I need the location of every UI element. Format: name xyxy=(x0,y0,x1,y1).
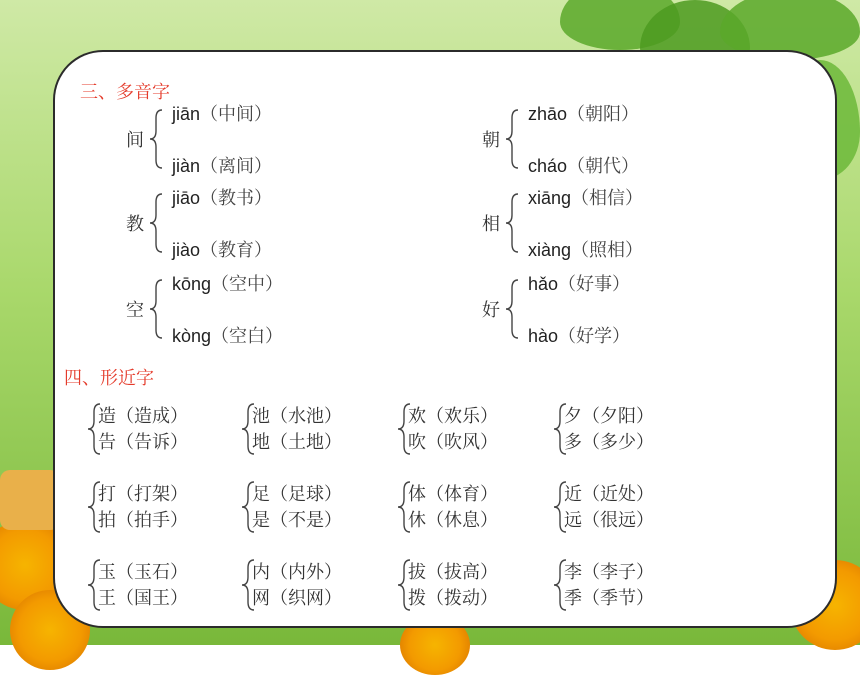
leaf-decoration xyxy=(720,0,860,60)
polyphone-item xyxy=(126,102,386,180)
pinyin: cháo xyxy=(528,156,568,176)
similar-char-line: 内（内外） xyxy=(252,562,342,583)
example-word: （照相） xyxy=(571,240,644,261)
brace-icon xyxy=(504,192,524,254)
brace xyxy=(504,192,524,258)
similar-char-group xyxy=(396,402,546,454)
similar-char-group xyxy=(240,558,390,610)
example-word: （教书） xyxy=(200,188,273,209)
pinyin: jiàn xyxy=(172,156,201,176)
similar-char-line: 远（很远） xyxy=(564,510,654,531)
similar-char-line: 足（足球） xyxy=(252,484,342,505)
similar-char-group xyxy=(396,480,546,532)
similar-char-line: 拍（拍手） xyxy=(98,510,188,531)
pinyin: hào xyxy=(528,326,559,346)
polyphone-item xyxy=(482,102,742,180)
section3-title: 三、多音字 xyxy=(80,82,170,103)
similar-char-line: 打（打架） xyxy=(98,484,188,505)
brace xyxy=(504,108,524,174)
similar-char-line: 告（告诉） xyxy=(98,432,188,453)
brace xyxy=(148,278,168,344)
polyphone-item xyxy=(482,186,742,264)
similar-char-group xyxy=(240,480,390,532)
similar-char-line: 拨（拨动） xyxy=(408,588,498,609)
brace-icon xyxy=(504,278,524,340)
pinyin: jiāo xyxy=(172,188,201,208)
pinyin: kōng xyxy=(172,274,212,294)
similar-char-line: 是（不是） xyxy=(252,510,342,531)
pinyin: hǎo xyxy=(528,274,559,294)
pinyin: jiào xyxy=(172,240,201,260)
similar-char-line: 拔（拔高） xyxy=(408,562,498,583)
reading-row xyxy=(528,184,643,210)
similar-char-group xyxy=(86,558,236,610)
polyphone-char: 好 xyxy=(482,300,500,321)
similar-char-line: 夕（夕阳） xyxy=(564,406,654,427)
example-word: （教育） xyxy=(200,240,273,261)
reading-row xyxy=(528,100,639,126)
similar-char-group xyxy=(240,402,390,454)
section4-title: 四、形近字 xyxy=(64,368,154,389)
brace xyxy=(148,192,168,258)
similar-char-group xyxy=(552,558,702,610)
example-word: （空白） xyxy=(211,326,284,347)
brace-icon xyxy=(148,278,168,340)
polyphone-item xyxy=(126,272,386,350)
reading-row xyxy=(528,270,630,296)
pinyin: xiāng xyxy=(528,188,572,208)
brace xyxy=(504,278,524,344)
reading-row xyxy=(172,322,283,348)
example-word: （朝阳） xyxy=(567,104,640,125)
example-word: （中间） xyxy=(200,104,273,125)
example-word: （好事） xyxy=(558,274,631,295)
similar-char-line: 王（国王） xyxy=(98,588,188,609)
similar-char-group xyxy=(86,402,236,454)
pinyin: kòng xyxy=(172,326,212,346)
example-word: （离间） xyxy=(200,156,273,177)
polyphone-item xyxy=(482,272,742,350)
reading-row xyxy=(172,184,272,210)
brace-icon xyxy=(148,192,168,254)
similar-char-line: 李（李子） xyxy=(564,562,654,583)
reading-row xyxy=(172,270,283,296)
example-word: （朝代） xyxy=(567,156,640,177)
polyphone-char: 间 xyxy=(126,130,144,151)
pinyin: jiān xyxy=(172,104,201,124)
similar-char-group xyxy=(396,558,546,610)
reading-row xyxy=(172,100,272,126)
similar-char-group xyxy=(552,402,702,454)
polyphone-char: 教 xyxy=(126,214,144,235)
example-word: （空中） xyxy=(211,274,284,295)
similar-char-line: 体（体育） xyxy=(408,484,498,505)
reading-row xyxy=(172,152,272,178)
similar-char-line: 吹（吹风） xyxy=(408,432,498,453)
reading-row xyxy=(528,236,643,262)
similar-char-line: 造（造成） xyxy=(98,406,188,427)
polyphone-char: 空 xyxy=(126,300,144,321)
similar-char-line: 多（多少） xyxy=(564,432,654,453)
polyphone-char: 朝 xyxy=(482,130,500,151)
similar-char-line: 池（水池） xyxy=(252,406,342,427)
brace-icon xyxy=(504,108,524,170)
wood-sign-decoration xyxy=(0,470,60,530)
example-word: （相信） xyxy=(571,188,644,209)
pinyin: zhāo xyxy=(528,104,568,124)
similar-char-line: 欢（欢乐） xyxy=(408,406,498,427)
brace-icon xyxy=(148,108,168,170)
reading-row xyxy=(528,152,639,178)
reading-row xyxy=(172,236,272,262)
similar-char-line: 网（织网） xyxy=(252,588,342,609)
similar-char-line: 玉（玉石） xyxy=(98,562,188,583)
brace xyxy=(148,108,168,174)
similar-char-group xyxy=(86,480,236,532)
similar-char-group xyxy=(552,480,702,532)
example-word: （好学） xyxy=(558,326,631,347)
reading-row xyxy=(528,322,630,348)
polyphone-char: 相 xyxy=(482,214,500,235)
similar-char-line: 休（休息） xyxy=(408,510,498,531)
similar-char-line: 近（近处） xyxy=(564,484,654,505)
similar-char-line: 地（土地） xyxy=(252,432,342,453)
pinyin: xiàng xyxy=(528,240,572,260)
polyphone-item xyxy=(126,186,386,264)
similar-char-line: 季（季节） xyxy=(564,588,654,609)
